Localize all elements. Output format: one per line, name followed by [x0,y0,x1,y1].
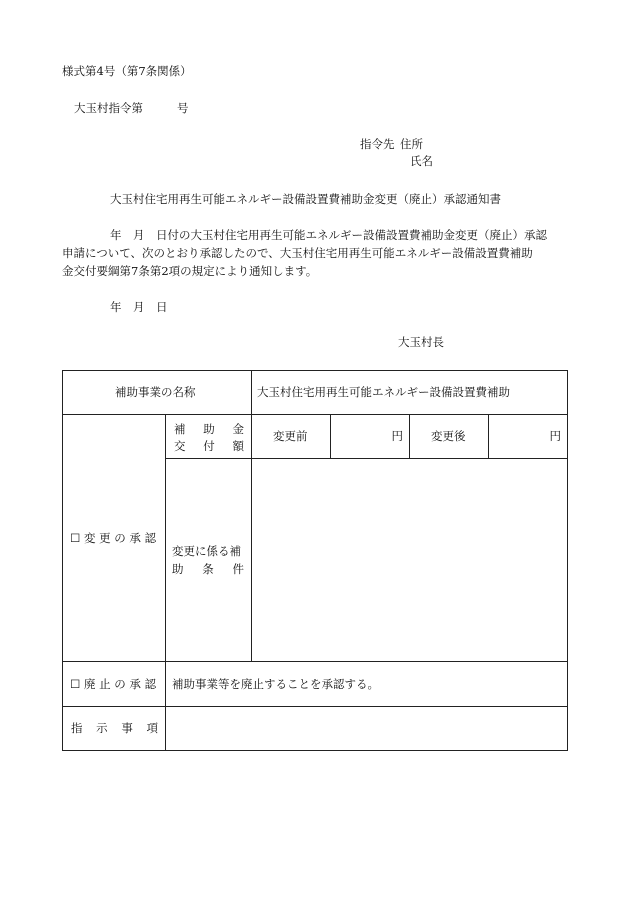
body-line-2: 申請について、次のとおり承認したので、大玉村住宅用再生可能エネルギー設備設置費補助 [62,246,533,260]
conditions-char: 助 [172,562,184,576]
change-approval-label-cell [62,414,166,662]
instructions-char: 事 [121,721,133,735]
recipient-label: 指令先 [360,137,395,151]
grant-char: 付 [203,439,215,453]
before-change-label-cell [251,414,331,459]
directive-prefix: 大玉村指令第 [74,101,143,115]
instructions-char: 指 [71,721,83,735]
grant-amount-label-row1 [174,424,244,436]
name-label: 氏名 [410,154,433,168]
conditions-value-cell[interactable] [251,458,568,662]
grant-char: 交 [174,439,186,453]
conditions-char: 件 [232,562,244,576]
after-change-value-cell[interactable] [488,414,568,459]
grant-char: 額 [232,439,244,453]
form-number: 様式第4号（第7条関係） [62,64,192,78]
conditions-label-row1: 変更に係る補 [172,544,241,558]
signatory: 大玉村長 [398,335,444,349]
conditions-char: 条 [202,562,214,576]
instructions-char: 項 [146,721,158,735]
date-line: 年 月 日 [110,300,168,314]
before-change-unit: 円 [391,429,403,443]
abolition-label: ☐ 廃 止 の 承 認 [70,677,157,691]
grant-amount-label-row2 [174,441,244,453]
grant-char: 助 [203,422,215,436]
instructions-char: 示 [96,721,108,735]
directive-suffix: 号 [177,101,189,115]
project-name-label-cell [62,370,252,415]
instructions-label-cell [62,706,166,751]
project-name-label: 補助事業の名称 [115,385,196,399]
document-title: 大玉村住宅用再生可能エネルギー設備設置費補助金変更（廃止）承認通知書 [110,192,501,206]
instructions-label [71,723,158,735]
before-change-label: 変更前 [273,429,308,443]
instructions-value-cell[interactable] [165,706,568,751]
grant-char: 補 [174,422,186,436]
abolition-text: 補助事業等を廃止することを承認する。 [172,677,379,691]
abolition-text-cell [165,661,568,707]
address-label: 住所 [400,137,423,151]
after-change-unit: 円 [549,429,561,443]
project-name-value: 大玉村住宅用再生可能エネルギー設備設置費補助 [257,385,510,399]
abolition-label-cell [62,661,166,707]
grant-char: 金 [232,422,244,436]
after-change-label-cell [409,414,489,459]
body-line-1: 年 月 日付の大玉村住宅用再生可能エネルギー設備設置費補助金変更（廃止）承認 [110,228,547,242]
conditions-label-row2 [172,564,244,576]
change-approval-label: ☐ 変 更 の 承 認 [70,531,157,545]
directive-number [74,103,189,115]
body-line-3: 金交付要綱第7条第2項の規定により通知します。 [62,264,318,278]
before-change-value-cell[interactable] [330,414,410,459]
conditions-label-cell [165,458,252,662]
grant-amount-label-cell [165,414,252,459]
project-name-value-cell [251,370,568,415]
after-change-label: 変更後 [431,429,466,443]
